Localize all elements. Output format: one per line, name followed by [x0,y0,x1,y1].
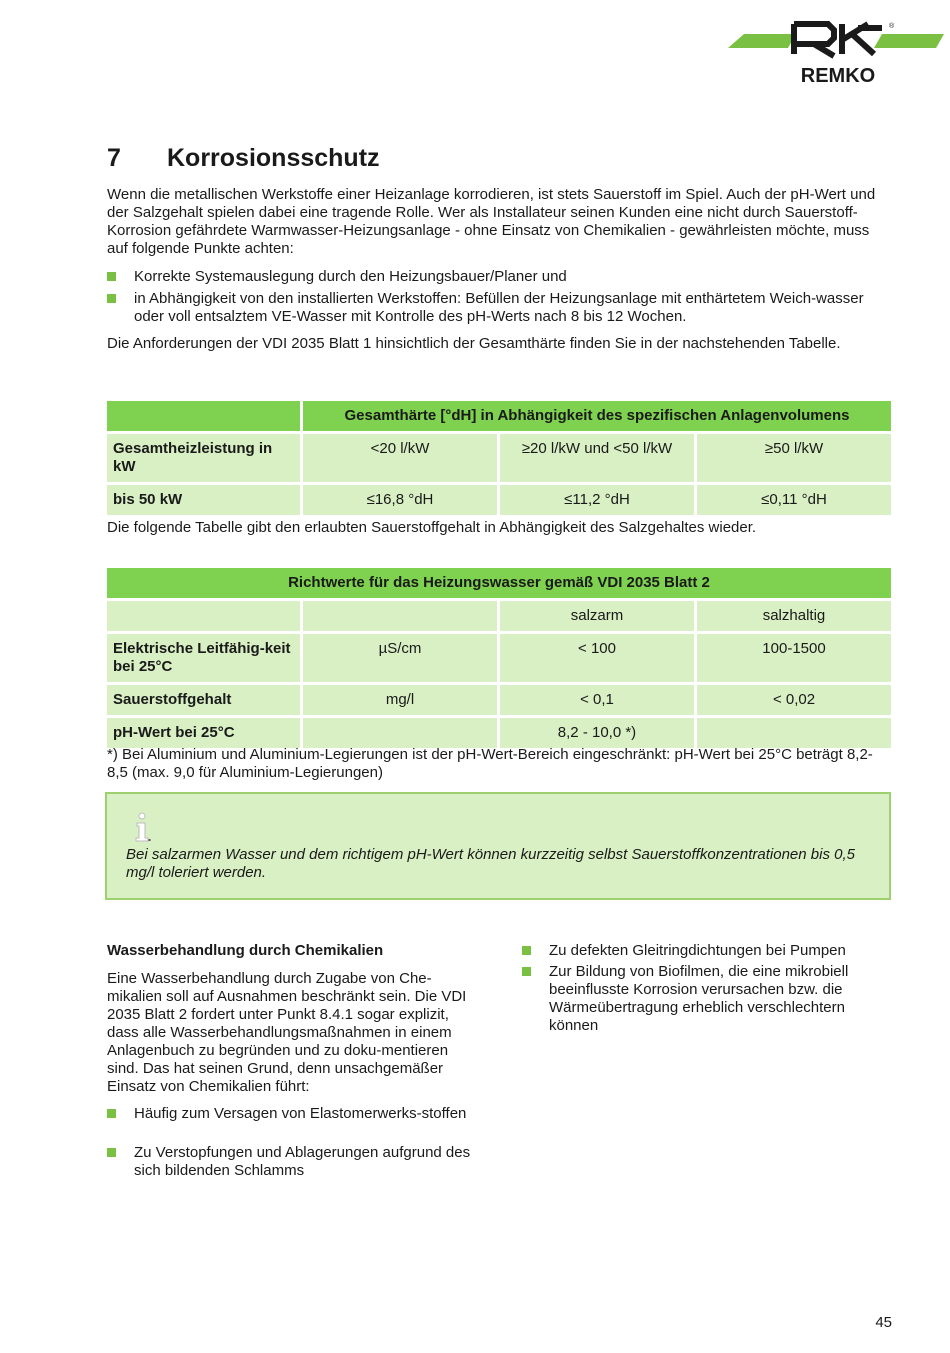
table-header: Gesamthärte [°dH] in Abhängigkeit des spezifischen Anlagenvolumens [303,401,891,431]
bullet-square-icon [107,272,116,281]
table-cell: < 0,1 [500,685,694,715]
hardness-table [104,398,894,518]
table-cell [107,601,300,631]
table-cell [303,601,497,631]
table-cell: <20 l/kW [303,434,497,482]
section-number: 7 [107,144,121,172]
note-text: Bei salzarmen Wasser und dem richtigem pH-Wert können kurzzeitig selbst Sauerstoffkonzentrationen bis 0,5 mg/l toleriert werden. [126,846,855,881]
bullet-square-icon [107,294,116,303]
table-corner-cell [107,401,300,431]
list-item: in Abhängigkeit von den installierten Werkstoffen: Befüllen der Heizungsanlage mit enthärtetem Weich-wasser oder voll entsalztem VE-Wasser mit Kontrolle des pH-Werts nach 8 bis 12 Wochen. [107,290,892,326]
table-cell: ≥20 l/kW und <50 l/kW [500,434,694,482]
list-item: Zu Verstopfungen und Ablagerungen aufgrund des sich bildenden Schlamms [107,1144,479,1180]
table-cell: ≤16,8 °dH [303,485,497,515]
list-item: Häufig zum Versagen von Elastomerwerks-stoffen [107,1105,479,1141]
footnote: *) Bei Aluminium und Aluminium-Legierungen ist der pH-Wert-Bereich eingeschränkt: pH-Wert bei 25°C beträgt 8,2-8,5 (max. 9,0 für Aluminium-Legierungen) [107,746,873,781]
column-header: salzarm [500,601,694,631]
table-cell: ≤11,2 °dH [500,485,694,515]
oxygen-table [104,565,894,751]
table-cell: 100-1500 [697,634,891,682]
table-cell: ≤0,11 °dH [697,485,891,515]
table-cell: µS/cm [303,634,497,682]
row-label: Sauerstoffgehalt [107,685,300,715]
table-cell [303,718,497,748]
row-label: Gesamtheizleistung in kW [107,434,300,482]
table2-intro: Die folgende Tabelle gibt den erlaubten Sauerstoffgehalt in Abhängigkeit des Salzgehaltes wieder. [107,519,757,536]
chem-heading: Wasserbehandlung durch Chemikalien [107,942,384,959]
remko-logo [728,18,944,86]
list-item: Zur Bildung von Biofilmen, die eine mikrobiell beeinflusste Korrosion verursachen bzw. die Wärmeübertragung erheblich verschlechtern können [522,963,892,1035]
table-cell: mg/l [303,685,497,715]
table-cell: < 0,02 [697,685,891,715]
table1-intro: Die Anforderungen der VDI 2035 Blatt 1 hinsichtlich der Gesamthärte finden Sie in der nachstehenden Tabelle. [107,335,841,352]
intro-paragraph: Wenn die metallischen Werkstoffe einer Heizanlage korrodieren, ist stets Sauerstoff im Spiel. Auch der pH-Wert und der Salzgehalt spielen dabei eine tragende Rolle. Wer als Installateur seinen Kunden eine nicht durch Sauerstoff-Korrosion gefährdete Warmwasser-Heizungsanlage - ohne Einsatz von Chemikalien - gewährleisten möchte, muss auf folgende Punkte achten: [107,186,876,257]
chem-paragraph: Eine Wasserbehandlung durch Zugabe von Che-mikalien soll auf Ausnahmen beschränkt sein. Die VDI 2035 Blatt 2 fordert unter Punkt 8.4.1 sogar explizit, dass alle Wasserbehandlungsmaßnahmen in einem Anlagenbuch zu begründen und zu doku-mentieren sind. Das hat seinen Grund, denn unsachgemäßer Einsatz von Chemikalien führt: [107,970,467,1095]
list-item: Zu defekten Gleitringdichtungen bei Pumpen [522,942,892,960]
row-label: pH-Wert bei 25°C [107,718,300,748]
bullet-square-icon [107,1109,116,1118]
table-cell: 8,2 - 10,0 *) [500,718,694,748]
table-cell: < 100 [500,634,694,682]
logo-text: REMKO [800,65,876,86]
row-label: Elektrische Leitfähig-keit bei 25°C [107,634,300,682]
bullet-square-icon [522,946,531,955]
page-number: 45 [875,1314,892,1331]
bullet-square-icon [107,1148,116,1157]
info-note-box [105,792,891,900]
table-header: Richtwerte für das Heizungswasser gemäß VDI 2035 Blatt 2 [107,568,891,598]
table-cell [697,718,891,748]
list-item: Korrekte Systemauslegung durch den Heizungsbauer/Planer und [107,268,892,286]
bullet-square-icon [522,967,531,976]
row-label: bis 50 kW [107,485,300,515]
info-icon [133,812,153,842]
table-cell: ≥50 l/kW [697,434,891,482]
section-title: Korrosionsschutz [167,144,380,172]
registered-mark: ® [889,23,895,30]
column-header: salzhaltig [697,601,891,631]
section-heading [107,144,380,173]
